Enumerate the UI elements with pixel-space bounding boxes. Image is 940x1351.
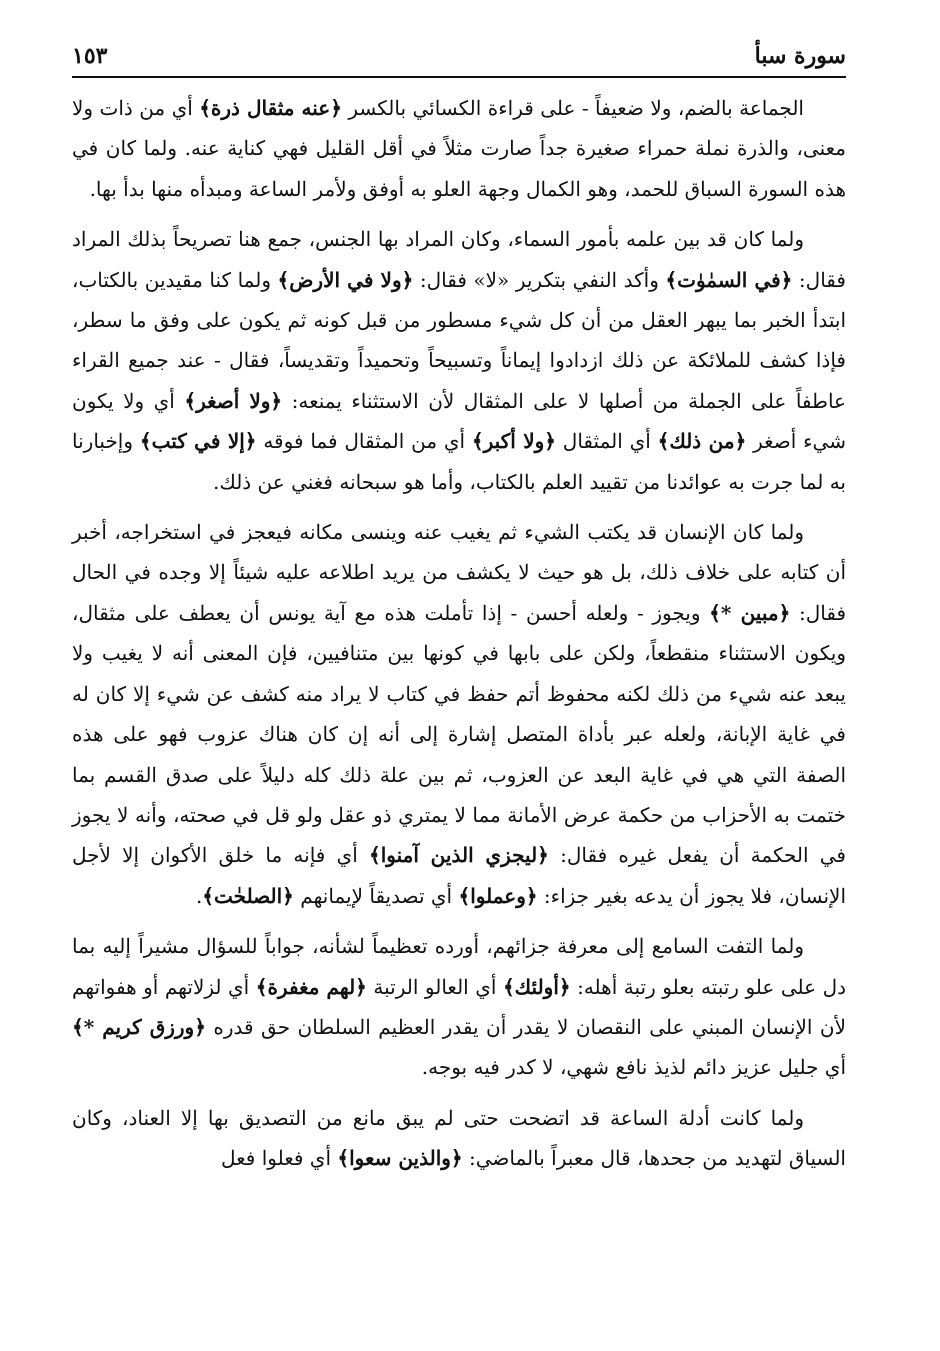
text-segment: ولما كانت أدلة الساعة قد اتضحت حتى لم يبق مانع من التصديق بها إلا العناد، وكان السياق لتهديد من جحدها، قال معبراً بالماضي: [72,1105,846,1171]
quran-quote: ﴿ورزق كريم *﴾ [72,1014,206,1039]
quran-quote: ﴿إلا في كتب﴾ [139,429,257,454]
text-segment: أي العالو الرتبة [366,974,503,999]
quran-quote: ﴿وعملوا﴾ [458,883,538,908]
text-segment: ولما كان قد بين علمه بأمور السماء، وكان المراد بها الجنس، جمع هنا تصريحاً بذلك المراد فقال: [72,227,846,292]
quran-quote: ﴿مبين *﴾ [709,600,791,625]
quran-quote: ﴿أولئك﴾ [502,974,571,999]
text-segment: أي من المثقال فما فوقه [256,429,472,454]
page-number: ١٥٣ [72,43,108,69]
quran-quote: ﴿لهم مغفرة﴾ [255,974,367,999]
paragraph-2 [72,219,846,502]
quran-quote: ﴿ليجزي الذين آمنوا﴾ [368,843,549,868]
text-segment: أي ولا يكون شيء أصغر [72,388,846,454]
page-header [72,38,846,74]
header-rule [72,76,846,78]
body-text [72,88,846,1189]
quran-quote: ﴿ولا في الأرض﴾ [277,267,414,292]
text-segment: الجماعة بالضم، ولا ضعيفاً - على قراءة الكسائي بالكسر [341,96,804,120]
text-segment: أي فإنه ما خلق الأكوان إلا لأجل الإنسان، فلا يجوز أن يدعه بغير جزاء: [72,843,846,908]
text-segment: ويجوز - ولعله أحسن - إذا تأملت هذه مع آية يونس أن يعطف على مثقال، ويكون الاستثناء منقطعاً، ولكن على بابها في كونها بين متنافيين، فإن المعنى أنه لا يغيب ولا يبعد عنه شيء من ذلك لكنه محفوظ أتم حفظ في كتاب لا يراد منه كشف عن شيء إلا كان له في غاية الإبانة، ولعله عبر بأداة المتصل إشارة إلى أنه إن كان هناك عزوب فهو على هذه الصفة التي هي في غاية البعد عن العزوب، ثم بين علة ذلك كله دليلاً على صدق القسم بما ختمت به الأحزاب من حكمة عرض الأمانة مما لا يمتري ذو عقل ولو قل في صحته، وأنه لا يجوز في الحكمة أن يفعل غيره فقال: [72,600,846,868]
text-segment: أي جليل عزيز دائم لذيذ نافع شهي، لا كدر فيه بوجه. [421,1055,846,1080]
text-segment: وإخبارنا به لما جرت به عوائدنا من تقييد العلم بالكتاب، وأما هو سبحانه فغني عن ذلك. [72,429,846,494]
quran-quote: ﴿من ذلك﴾ [657,429,747,454]
text-segment: ولما كان الإنسان قد يكتب الشيء ثم يغيب عنه وينسى مكانه فيعجز في استخراجه، أخبر أن كتابه على خلاف ذلك، بل هو حيث لا يكشف من يريد اطلاعه عليه شيئاً إلا وجده في الحال فقال: [72,520,846,625]
text-segment: ولما التفت السامع إلى معرفة جزائهم، أورده تعظيماً لشأنه، جواباً للسؤال مشيراً إليه بما دل على علو رتبته بعلو رتبة أهله: [72,934,847,999]
paragraph-5 [72,1098,846,1179]
text-segment: ولما كنا مقيدين بالكتاب، ابتدأ الخبر بما يبهر العقل من أن كل شيء مسطور من قبل كونه ثم يكون على وفق ما سطر، فإذا كشف للملائكة عن ذلك ازدادوا إيماناً وتسبيحاً وتحميداً وتقديساً، فقال - عند جميع القراء عاطفاً على الجملة من أصلها لا على المثقال لأن الاستثناء يمنعه: [72,267,846,413]
quran-quote: ﴿ولا أكبر﴾ [471,429,556,454]
paragraph-1 [72,88,846,209]
text-segment: . [195,883,203,908]
paragraph-3 [72,512,846,916]
quran-quote: ﴿والذين سعوا﴾ [337,1146,463,1171]
quran-quote: ﴿عنه مثقال ذرة﴾ [199,96,342,120]
surah-title: سورة سبأ [754,43,846,69]
quran-quote: ﴿في السمٰوٰت﴾ [665,267,793,292]
text-segment: وأكد النفي بتكرير «لا» فقال: [413,267,666,292]
quran-quote: ﴿الصلحٰت﴾ [202,883,294,908]
text-segment: أي من ذات ولا معنى، والذرة نملة حمراء صغيرة جداً صارت مثلاً في أقل القليل فهي كناية عنه. ولما كان في هذه السورة السباق للحمد، وهو الكمال وجهة العلو به أوفق ولأمر الساعة ومبدأه منها بدأ بها. [72,96,846,201]
quran-quote: ﴿ولا أصغر﴾ [184,388,283,413]
paragraph-4 [72,926,846,1088]
text-segment: أي لزلاتهم أو هفواتهم لأن الإنسان المبني على النقصان لا يقدر أن يقدر العظيم السلطان حق قدره [72,974,847,1039]
text-segment: أي المثقال [556,429,658,454]
text-segment: أي فعلوا فعل [221,1146,338,1171]
text-segment: أي تصديقاً لإيمانهم [293,883,459,908]
